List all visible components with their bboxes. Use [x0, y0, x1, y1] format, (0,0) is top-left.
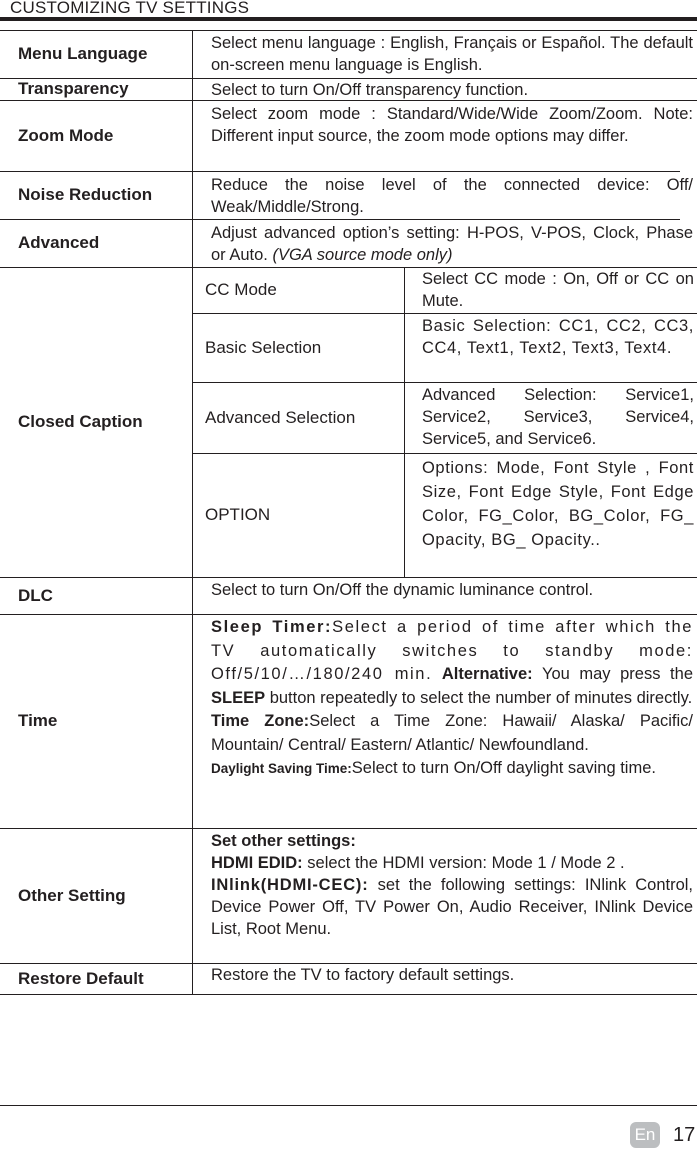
hdmi-edid-heading: HDMI EDID: — [211, 854, 303, 872]
language-badge: En — [630, 1122, 660, 1148]
footer-rule — [0, 1105, 697, 1106]
sleep-key: SLEEP — [211, 688, 266, 707]
row-label-transparency: Transparency — [18, 79, 129, 98]
other-settings-heading: Set other settings: — [211, 832, 356, 850]
row-desc-restore-default: Restore the TV to factory default settings. — [211, 966, 515, 984]
column-divider — [404, 267, 405, 577]
row-desc-advanced: Adjust advanced option’s setting: H-POS, V-POS, Clock, Phase or Auto. (VGA source mode only) — [211, 224, 693, 264]
page-number: 17 — [673, 1124, 696, 1146]
row-divider — [0, 614, 697, 615]
row-desc-other-setting: Set other settings: HDMI EDID: select the HDMI version: Mode 1 / Mode 2 . INlink(HDMI-CEC): set the following settings: INlink Control, Device Power Off, TV Power On, Audio Receiver, INlink Device List, Root Menu. — [211, 832, 693, 938]
row-label-dlc: DLC — [18, 585, 53, 605]
sub-label-basic-selection: Basic Selection — [205, 337, 322, 357]
row-label-other-setting: Other Setting — [18, 885, 126, 905]
daylight-saving-text: Select to turn On/Off daylight saving time. — [351, 759, 656, 777]
sub-desc-cc-mode: Select CC mode : On, Off or CC on Mute. — [422, 270, 694, 310]
row-label-closed-caption: Closed Caption — [18, 412, 143, 431]
row-divider — [0, 219, 680, 220]
row-divider — [0, 577, 697, 578]
sub-label-advanced-selection: Advanced Selection — [205, 407, 356, 427]
row-label-menu-language: Menu Language — [18, 44, 148, 63]
row-desc-zoom-mode: Select zoom mode : Standard/Wide/Wide Zoom/Zoom. Note: Different input source, the zoom mode options may differ. — [211, 105, 693, 145]
row-label-time: Time — [18, 711, 58, 730]
row-desc-menu-language: Select menu language : English, Français or Español. The default on-screen menu language is English. — [211, 34, 693, 74]
sub-desc-advanced-selection: Advanced Selection: Service1, Service2, Service3, Service4, Service5, and Service6. — [422, 386, 694, 448]
row-desc-transparency: Select to turn On/Off transparency function. — [211, 81, 529, 99]
sleep-timer-text: Select a period of time after which the TV automatically switches to standby mode: Off/5/10/…/180/240 min. — [211, 618, 693, 683]
title-rule — [0, 17, 697, 21]
row-label-noise-reduction: Noise Reduction — [18, 185, 153, 204]
row-divider — [0, 994, 697, 995]
sub-desc-option: Options: Mode, Font Style , Font Size, Font Edge Style, Font Edge Color, FG_Color, BG_Color, FG_ Opacity, BG_ Opacity.. — [422, 459, 694, 549]
row-label-advanced: Advanced — [18, 233, 100, 252]
sub-desc-basic-selection: Basic Selection: CC1, CC2, CC3, CC4, Text1, Text2, Text3, Text4. — [422, 317, 694, 357]
time-zone-heading: Time Zone: — [211, 712, 310, 730]
column-divider — [192, 30, 193, 994]
alternative-heading: Alternative: — [441, 665, 533, 683]
sleep-timer-heading: Sleep Timer: — [211, 618, 333, 636]
advanced-note: (VGA source mode only) — [272, 246, 453, 264]
row-label-restore-default: Restore Default — [18, 968, 144, 988]
row-desc-dlc: Select to turn On/Off the dynamic luminance control. — [211, 581, 594, 599]
row-label-zoom-mode: Zoom Mode — [18, 125, 114, 145]
time-zone-text: Select a Time Zone: Hawaii/ Alaska/ Pacific/ Mountain/ Central/ Eastern/ Atlantic/ Newfoundland. — [211, 712, 693, 754]
daylight-saving-heading: Daylight Saving Time: — [211, 761, 352, 776]
sub-label-option: OPTION — [205, 505, 271, 524]
row-desc-time: Sleep Timer:Select a period of time after which the TV automatically switches to standby mode: Off/5/10/…/180/240 min. Alternative: You may press the SLEEP button repeatedly to select the number of minutes directly. Time Zone:Select a Time Zone: Hawaii/ Alaska/ Pacific/ Mountain/ Central/ Eastern/ Atlantic/ Newfoundland. Daylight Saving Time:Select to turn On/Off daylight saving time. — [211, 618, 693, 777]
page-title: CUSTOMIZING TV SETTINGS — [10, 0, 250, 17]
row-desc-noise-reduction: Reduce the noise level of the connected device: Off/ Weak/Middle/Strong. — [211, 176, 693, 216]
inlink-heading: INlink(HDMI-CEC): — [211, 876, 369, 894]
sub-label-cc-mode: CC Mode — [205, 280, 277, 299]
